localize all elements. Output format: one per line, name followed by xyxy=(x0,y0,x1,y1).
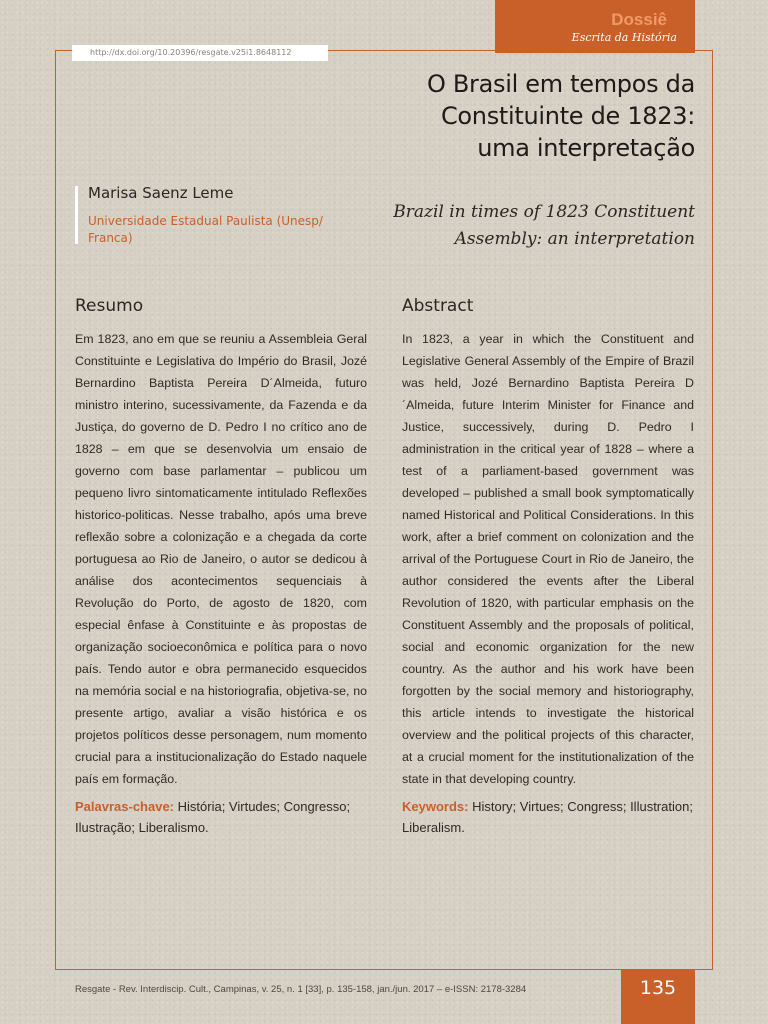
section-tab xyxy=(495,0,695,53)
keywords-text: História; Virtudes; Congresso; Ilustração; Liberalismo. xyxy=(75,799,351,835)
resumo-body: Em 1823, ano em que se reuniu a Assembleia Geral Constituinte e Legislativa do Império do Brasil, Jozé Bernardino Baptista Pereira D´Almeida, futuro ministro interino, sucessivamente, da Fazenda e da Justiça, do governo de D. Pedro I no crítico ano de 1828 – em que se desenvolvia um ensaio de governo com base parlamentar – publicou um pequeno livro sintomaticamente intitulado Reflexões historico-politicas. Nesse trabalho, após uma breve reflexão sobre a colonização e a chegada da corte portuguesa ao Rio de Janeiro, o autor se dedicou à análise dos acontecimentos sequenciais à Revolução do Porto, de agosto de 1820, com especial ênfase à Constituinte e às propostas de organização socioeconômica e política para o novo país. Tendo autor e obra permanecido esquecidos na memória social e na historiografia, objetiva-se, no presente artigo, avaliar a visão histórica e os projetos políticos desse personagem, num momento crucial para a institucionalização do Estado naquele país em formação. xyxy=(75,332,367,786)
subtitle-line: Assembly: an interpretation xyxy=(454,229,695,249)
resumo-keywords xyxy=(75,796,367,838)
article-title xyxy=(275,68,695,164)
section-label: Dossiê xyxy=(611,10,667,29)
title-line: uma interpretação xyxy=(477,134,695,162)
author-accent-bar xyxy=(75,186,78,244)
resumo-heading: Resumo xyxy=(75,296,144,316)
keywords-text: History; Virtues; Congress; Illustration; Liberalism. xyxy=(402,799,693,835)
resumo-column xyxy=(75,296,367,838)
subtitle-line: Brazil in times of 1823 Constituent xyxy=(393,202,695,222)
doi-link[interactable]: http://dx.doi.org/10.20396/resgate.v25i1.8648112 xyxy=(72,45,328,61)
author-affiliation: Universidade Estadual Paulista (Unesp/ Franca) xyxy=(88,214,323,245)
title-line: Constituinte de 1823: xyxy=(440,102,695,130)
citation-footer: Resgate - Rev. Interdiscip. Cult., Campinas, v. 25, n. 1 [33], p. 135-158, jan./jun. 2017 – e-ISSN: 2178-3284 xyxy=(75,984,527,995)
author-name: Marisa Saenz Leme xyxy=(88,184,234,202)
section-script-label: Escrita da História xyxy=(571,31,677,44)
title-line: O Brasil em tempos da xyxy=(426,70,695,98)
abstract-column xyxy=(402,296,694,838)
article-subtitle xyxy=(375,199,695,253)
page-number: 135 xyxy=(621,970,695,1024)
keywords-label: Palavras-chave: xyxy=(75,799,175,814)
abstract-keywords xyxy=(402,796,694,838)
abstract-body: In 1823, a year in which the Constituent and Legislative General Assembly of the Empire of Brazil was held, Jozé Bernardino Baptista Pereira D´Almeida, future Interim Minister for Finance and Justice, successively, during D. Pedro I administration in the critical year of 1828 – where a test of a parliament-based government was developed – published a small book symptomatically named Historical and Political Considerations. In this work, after a brief comment on colonization and the arrival of the Portuguese Court in Rio de Janeiro, the author considered the events after the Liberal Revolution of 1820, with particular emphasis on the Constituent Assembly and the proposals of political, social and economic organization for the new country. As the author and his work have been forgotten by the social memory and historiography, this article intends to investigate the historical overview and the political projects of this character, at a crucial moment for the institutionalization of the state in that developing country. xyxy=(402,332,694,786)
abstract-heading: Abstract xyxy=(402,296,474,316)
keywords-label: Keywords: xyxy=(402,799,469,814)
